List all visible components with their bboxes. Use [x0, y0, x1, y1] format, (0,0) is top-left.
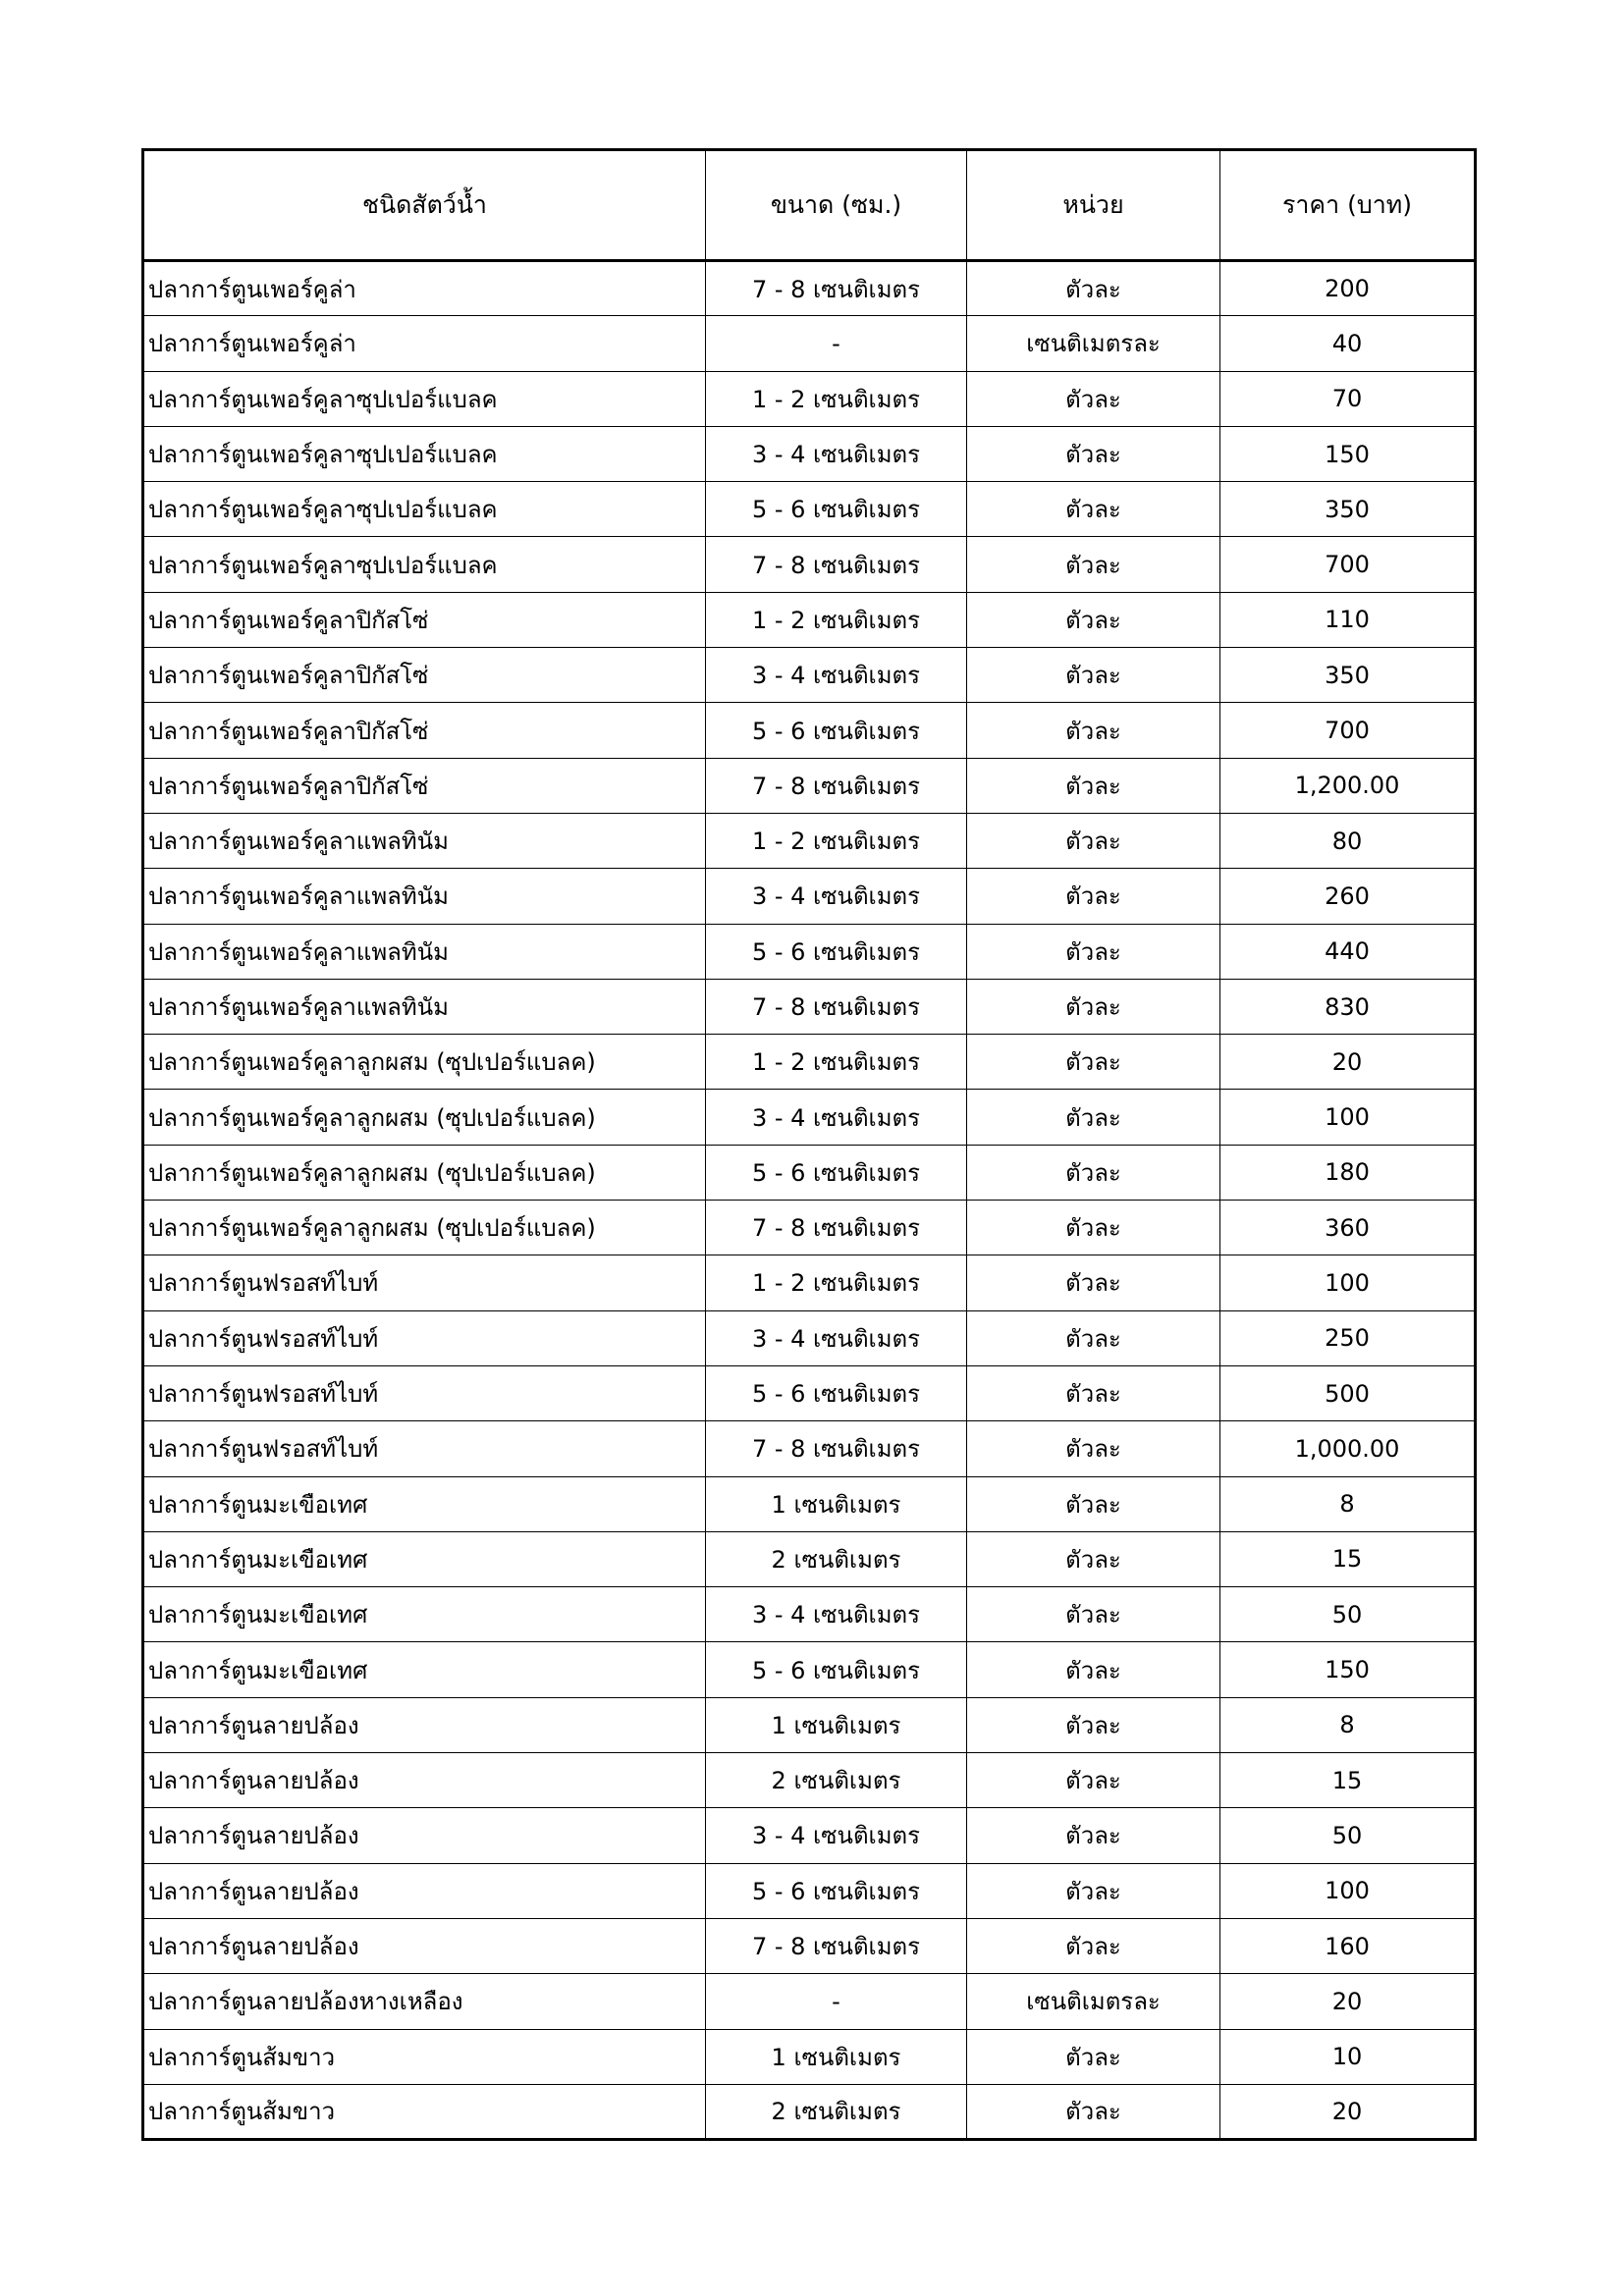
unit-cell: ตัวละ: [967, 1918, 1220, 1973]
table-row: [143, 703, 1476, 758]
unit-cell: ตัวละ: [967, 1753, 1220, 1808]
unit-cell: ตัวละ: [967, 1476, 1220, 1531]
price-cell: 830: [1220, 979, 1476, 1034]
price-cell: 160: [1220, 1918, 1476, 1973]
species-cell: ปลาการ์ตูนเพอร์คูลาลูกผสม (ซุปเปอร์แบลค): [143, 1035, 706, 1090]
table-header: [143, 150, 1476, 261]
unit-cell: ตัวละ: [967, 979, 1220, 1034]
table-row: [143, 2084, 1476, 2139]
price-cell: 100: [1220, 1255, 1476, 1310]
species-cell: ปลาการ์ตูนเพอร์คูลาแพลทินัม: [143, 869, 706, 924]
species-cell: ปลาการ์ตูนเพอร์คูล่า: [143, 316, 706, 371]
unit-cell: ตัวละ: [967, 482, 1220, 537]
price-cell: 150: [1220, 1642, 1476, 1697]
table-row: [143, 1476, 1476, 1531]
species-cell: ปลาการ์ตูนเพอร์คูลาปิกัสโซ่: [143, 592, 706, 647]
size-cell: 1 เซนติเมตร: [706, 2029, 967, 2084]
table-body: [143, 261, 1476, 2140]
unit-cell: ตัวละ: [967, 1310, 1220, 1365]
unit-cell: ตัวละ: [967, 1201, 1220, 1255]
size-cell: 1 เซนติเมตร: [706, 1476, 967, 1531]
size-cell: 3 - 4 เซนติเมตร: [706, 869, 967, 924]
unit-cell: ตัวละ: [967, 1090, 1220, 1145]
price-cell: 70: [1220, 371, 1476, 426]
price-cell: 15: [1220, 1531, 1476, 1586]
table-row: [143, 1974, 1476, 2029]
price-cell: 110: [1220, 592, 1476, 647]
unit-cell: ตัวละ: [967, 1587, 1220, 1642]
price-cell: 20: [1220, 1974, 1476, 2029]
price-cell: 20: [1220, 1035, 1476, 1090]
size-cell: 1 - 2 เซนติเมตร: [706, 813, 967, 868]
unit-cell: เซนติเมตรละ: [967, 1974, 1220, 2029]
price-cell: 100: [1220, 1863, 1476, 1918]
table-row: [143, 1531, 1476, 1586]
species-cell: ปลาการ์ตูนส้มขาว: [143, 2084, 706, 2139]
size-cell: 5 - 6 เซนติเมตร: [706, 924, 967, 979]
price-cell: 80: [1220, 813, 1476, 868]
size-cell: 1 - 2 เซนติเมตร: [706, 1255, 967, 1310]
size-cell: 1 - 2 เซนติเมตร: [706, 371, 967, 426]
size-cell: 7 - 8 เซนติเมตร: [706, 261, 967, 316]
size-cell: 3 - 4 เซนติเมตร: [706, 648, 967, 703]
size-cell: 1 - 2 เซนติเมตร: [706, 592, 967, 647]
unit-cell: ตัวละ: [967, 1365, 1220, 1420]
price-cell: 180: [1220, 1145, 1476, 1200]
unit-cell: ตัวละ: [967, 758, 1220, 813]
size-cell: 7 - 8 เซนติเมตร: [706, 1421, 967, 1476]
table-row: [143, 1642, 1476, 1697]
species-cell: ปลาการ์ตูนมะเขือเทศ: [143, 1476, 706, 1531]
species-cell: ปลาการ์ตูนฟรอสท์ไบท์: [143, 1255, 706, 1310]
unit-cell: ตัวละ: [967, 703, 1220, 758]
unit-cell: ตัวละ: [967, 1863, 1220, 1918]
price-cell: 150: [1220, 426, 1476, 481]
price-cell: 260: [1220, 869, 1476, 924]
size-cell: 3 - 4 เซนติเมตร: [706, 1090, 967, 1145]
table-row: [143, 1310, 1476, 1365]
unit-cell: ตัวละ: [967, 1808, 1220, 1863]
unit-cell: ตัวละ: [967, 813, 1220, 868]
price-cell: 100: [1220, 1090, 1476, 1145]
table-row: [143, 924, 1476, 979]
table-row: [143, 813, 1476, 868]
price-cell: 1,200.00: [1220, 758, 1476, 813]
price-cell: 500: [1220, 1365, 1476, 1420]
unit-cell: ตัวละ: [967, 426, 1220, 481]
price-cell: 360: [1220, 1201, 1476, 1255]
price-cell: 700: [1220, 537, 1476, 592]
price-cell: 700: [1220, 703, 1476, 758]
species-cell: ปลาการ์ตูนเพอร์คูลาลูกผสม (ซุปเปอร์แบลค): [143, 1090, 706, 1145]
species-cell: ปลาการ์ตูนมะเขือเทศ: [143, 1642, 706, 1697]
size-cell: 7 - 8 เซนติเมตร: [706, 537, 967, 592]
size-cell: 7 - 8 เซนติเมตร: [706, 979, 967, 1034]
table-row: [143, 592, 1476, 647]
size-cell: 7 - 8 เซนติเมตร: [706, 1918, 967, 1973]
species-cell: ปลาการ์ตูนลายปล้อง: [143, 1753, 706, 1808]
unit-cell: ตัวละ: [967, 2084, 1220, 2139]
species-cell: ปลาการ์ตูนลายปล้อง: [143, 1697, 706, 1752]
unit-cell: ตัวละ: [967, 1255, 1220, 1310]
species-cell: ปลาการ์ตูนลายปล้อง: [143, 1918, 706, 1973]
table-row: [143, 1255, 1476, 1310]
species-cell: ปลาการ์ตูนมะเขือเทศ: [143, 1531, 706, 1586]
size-cell: 3 - 4 เซนติเมตร: [706, 1808, 967, 1863]
unit-cell: ตัวละ: [967, 924, 1220, 979]
unit-cell: ตัวละ: [967, 1642, 1220, 1697]
species-cell: ปลาการ์ตูนเพอร์คูลาซุปเปอร์แบลค: [143, 426, 706, 481]
size-cell: 5 - 6 เซนติเมตร: [706, 1145, 967, 1200]
header-size: ขนาด (ซม.): [706, 150, 967, 261]
table-row: [143, 482, 1476, 537]
species-cell: ปลาการ์ตูนเพอร์คูลาลูกผสม (ซุปเปอร์แบลค): [143, 1201, 706, 1255]
unit-cell: ตัวละ: [967, 1145, 1220, 1200]
table-row: [143, 1918, 1476, 1973]
size-cell: 2 เซนติเมตร: [706, 2084, 967, 2139]
table-row: [143, 426, 1476, 481]
table-row: [143, 1808, 1476, 1863]
species-cell: ปลาการ์ตูนฟรอสท์ไบท์: [143, 1421, 706, 1476]
species-cell: ปลาการ์ตูนลายปล้อง: [143, 1808, 706, 1863]
size-cell: 5 - 6 เซนติเมตร: [706, 1642, 967, 1697]
table-row: [143, 1145, 1476, 1200]
unit-cell: ตัวละ: [967, 1697, 1220, 1752]
species-cell: ปลาการ์ตูนเพอร์คูล่า: [143, 261, 706, 316]
size-cell: 5 - 6 เซนติเมตร: [706, 482, 967, 537]
size-cell: 5 - 6 เซนติเมตร: [706, 1365, 967, 1420]
species-cell: ปลาการ์ตูนลายปล้อง: [143, 1863, 706, 1918]
size-cell: 3 - 4 เซนติเมตร: [706, 1587, 967, 1642]
unit-cell: ตัวละ: [967, 1421, 1220, 1476]
header-unit: หน่วย: [967, 150, 1220, 261]
price-cell: 200: [1220, 261, 1476, 316]
price-table: [141, 148, 1477, 2141]
size-cell: 2 เซนติเมตร: [706, 1531, 967, 1586]
unit-cell: ตัวละ: [967, 1531, 1220, 1586]
species-cell: ปลาการ์ตูนเพอร์คูลาซุปเปอร์แบลค: [143, 537, 706, 592]
table-row: [143, 869, 1476, 924]
table-row: [143, 979, 1476, 1034]
table-row: [143, 2029, 1476, 2084]
price-cell: 50: [1220, 1808, 1476, 1863]
size-cell: 3 - 4 เซนติเมตร: [706, 426, 967, 481]
species-cell: ปลาการ์ตูนเพอร์คูลาแพลทินัม: [143, 813, 706, 868]
species-cell: ปลาการ์ตูนเพอร์คูลาปิกัสโซ่: [143, 758, 706, 813]
species-cell: ปลาการ์ตูนเพอร์คูลาลูกผสม (ซุปเปอร์แบลค): [143, 1145, 706, 1200]
size-cell: 2 เซนติเมตร: [706, 1753, 967, 1808]
table-row: [143, 316, 1476, 371]
table-row: [143, 1365, 1476, 1420]
header-row: [143, 150, 1476, 261]
unit-cell: ตัวละ: [967, 261, 1220, 316]
species-cell: ปลาการ์ตูนส้มขาว: [143, 2029, 706, 2084]
table-row: [143, 1201, 1476, 1255]
table-row: [143, 1035, 1476, 1090]
table-row: [143, 371, 1476, 426]
price-cell: 8: [1220, 1697, 1476, 1752]
unit-cell: ตัวละ: [967, 869, 1220, 924]
species-cell: ปลาการ์ตูนเพอร์คูลาแพลทินัม: [143, 979, 706, 1034]
size-cell: 5 - 6 เซนติเมตร: [706, 1863, 967, 1918]
unit-cell: ตัวละ: [967, 1035, 1220, 1090]
species-cell: ปลาการ์ตูนฟรอสท์ไบท์: [143, 1310, 706, 1365]
table-row: [143, 758, 1476, 813]
species-cell: ปลาการ์ตูนเพอร์คูลาปิกัสโซ่: [143, 703, 706, 758]
species-cell: ปลาการ์ตูนลายปล้องหางเหลือง: [143, 1974, 706, 2029]
unit-cell: ตัวละ: [967, 592, 1220, 647]
unit-cell: ตัวละ: [967, 371, 1220, 426]
unit-cell: ตัวละ: [967, 537, 1220, 592]
size-cell: 5 - 6 เซนติเมตร: [706, 703, 967, 758]
table-row: [143, 1090, 1476, 1145]
size-cell: 1 เซนติเมตร: [706, 1697, 967, 1752]
table-row: [143, 648, 1476, 703]
price-cell: 250: [1220, 1310, 1476, 1365]
species-cell: ปลาการ์ตูนเพอร์คูลาซุปเปอร์แบลค: [143, 482, 706, 537]
species-cell: ปลาการ์ตูนฟรอสท์ไบท์: [143, 1365, 706, 1420]
size-cell: -: [706, 316, 967, 371]
table-row: [143, 1863, 1476, 1918]
unit-cell: ตัวละ: [967, 648, 1220, 703]
table-row: [143, 1587, 1476, 1642]
price-cell: 8: [1220, 1476, 1476, 1531]
table-row: [143, 537, 1476, 592]
table-row: [143, 1421, 1476, 1476]
price-cell: 50: [1220, 1587, 1476, 1642]
unit-cell: เซนติเมตรละ: [967, 316, 1220, 371]
price-cell: 1,000.00: [1220, 1421, 1476, 1476]
species-cell: ปลาการ์ตูนมะเขือเทศ: [143, 1587, 706, 1642]
size-cell: -: [706, 1974, 967, 2029]
price-cell: 350: [1220, 648, 1476, 703]
price-cell: 10: [1220, 2029, 1476, 2084]
size-cell: 3 - 4 เซนติเมตร: [706, 1310, 967, 1365]
table-row: [143, 1697, 1476, 1752]
price-cell: 15: [1220, 1753, 1476, 1808]
size-cell: 1 - 2 เซนติเมตร: [706, 1035, 967, 1090]
species-cell: ปลาการ์ตูนเพอร์คูลาซุปเปอร์แบลค: [143, 371, 706, 426]
header-species: ชนิดสัตว์น้ำ: [143, 150, 706, 261]
unit-cell: ตัวละ: [967, 2029, 1220, 2084]
price-cell: 350: [1220, 482, 1476, 537]
header-price: ราคา (บาท): [1220, 150, 1476, 261]
price-cell: 440: [1220, 924, 1476, 979]
table-row: [143, 261, 1476, 316]
price-cell: 40: [1220, 316, 1476, 371]
price-cell: 20: [1220, 2084, 1476, 2139]
size-cell: 7 - 8 เซนติเมตร: [706, 758, 967, 813]
species-cell: ปลาการ์ตูนเพอร์คูลาแพลทินัม: [143, 924, 706, 979]
species-cell: ปลาการ์ตูนเพอร์คูลาปิกัสโซ่: [143, 648, 706, 703]
table-row: [143, 1753, 1476, 1808]
size-cell: 7 - 8 เซนติเมตร: [706, 1201, 967, 1255]
